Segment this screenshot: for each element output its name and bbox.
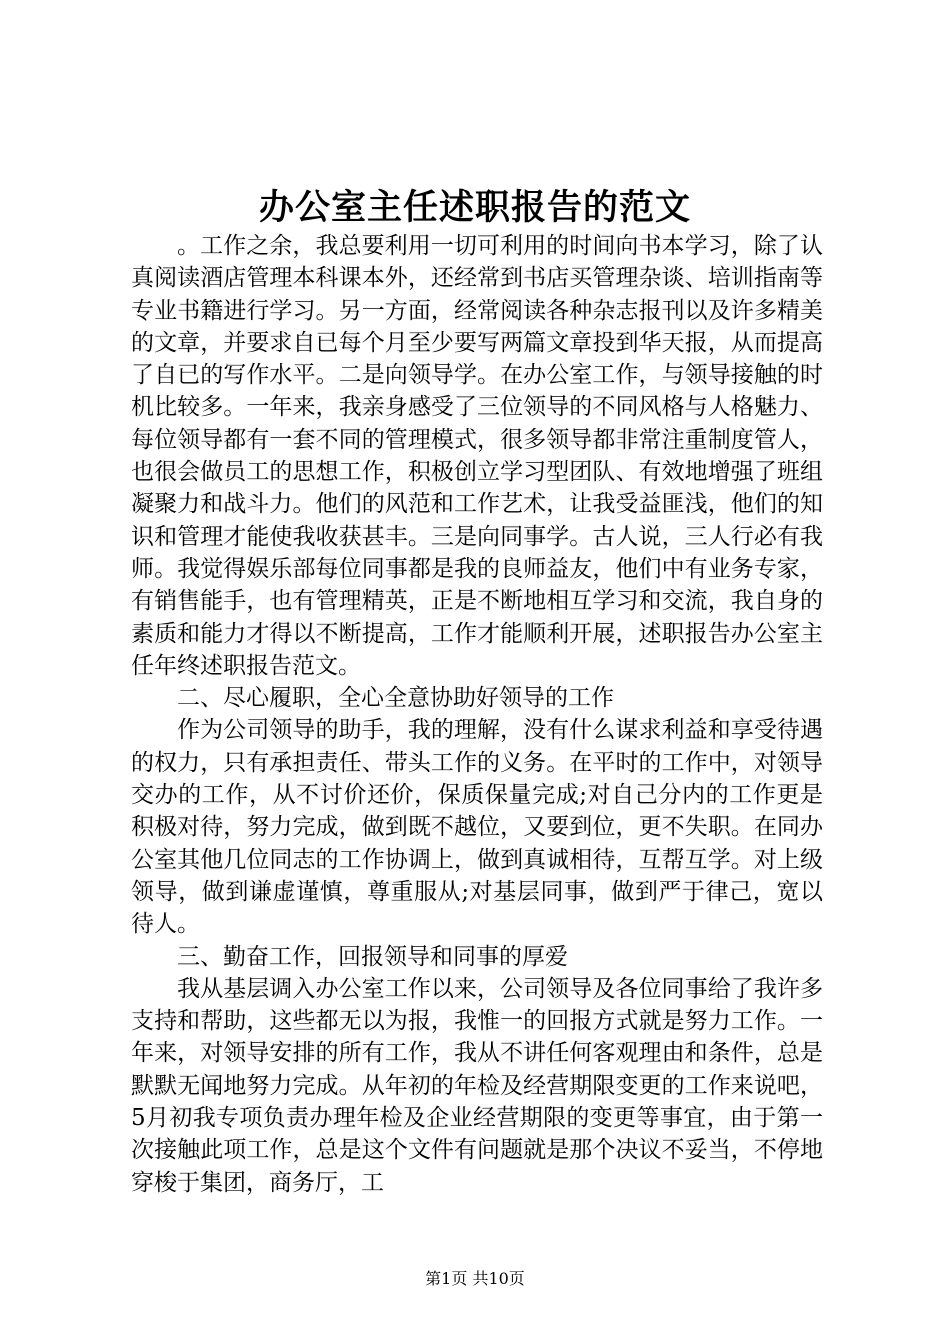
paragraph-2: 作为公司领导的助手，我的理解，没有什么谋求利益和享受待遇的权力，只有承担责任、带头工作的义务。在平时的工作中，对领导交办的工作，从不讨价还价，保质保量完成;对自己分内的工作更是积极对待，努力完成，做到既不越位，又要到位，更不失职。在同办公室其他几位同志的工作协调上，做到真诚相待，互帮互学。对上级领导，做到谦虚谨慎，尊重服从;对基层同事，做到严于律己，宽以待人。 [131, 717, 823, 938]
paragraph-3: 我从基层调入办公室工作以来，公司领导及各位同事给了我许多支持和帮助，这些都无以为报，我惟一的回报方式就是努力工作。一年来，对领导安排的所有工作，我从不讲任何客观理由和条件，总是默默无闻地努力完成。从年初的年检及经营期限变更的工作来说吧，5月初我专项负责办理年检及企业经营期限的变更等事宜，由于第一次接触此项工作，总是这个文件有问题就是那个决议不妥当，不停地穿梭于集团，商务厅，工 [131, 975, 823, 1196]
page-number-footer: 第1页 共10页 [425, 1269, 525, 1288]
document-body [131, 230, 823, 1199]
paragraph-1: 。工作之余，我总要利用一切可利用的时间向书本学习，除了认真阅读酒店管理本科课本外，还经常到书店买管理杂谈、培训指南等专业书籍进行学习。另一方面，经常阅读各种杂志报刊以及许多精美的文章，并要求自已每个月至少要写两篇文章投到华天报，从而提高了自已的写作水平。二是向领导学。在办公室工作，与领导接触的时机比较多。一年来，我亲身感受了三位领导的不同风格与人格魅力、每位领导都有一套不同的管理模式，很多领导都非常注重制度管人，也很会做员工的思想工作，积极创立学习型团队、有效地增强了班组凝聚力和战斗力。他们的风范和工作艺术，让我受益匪浅，他们的知识和管理才能使我收获甚丰。三是向同事学。古人说，三人行必有我师。我觉得娱乐部每位同事都是我的良师益友，他们中有业务专家，有销售能手，也有管理精英，正是不断地相互学习和交流，我自身的素质和能力才得以不断提高，工作才能顺利开展，述职报告办公室主任年终述职报告范文。 [131, 233, 823, 679]
section-heading-2: 二、尽心履职，全心全意协助好领导的工作 [177, 685, 614, 712]
page-title: 办公室主任述职报告的范文 [258, 187, 691, 228]
section-heading-3: 三、勤奋工作，回报领导和同事的厚爱 [177, 943, 568, 970]
